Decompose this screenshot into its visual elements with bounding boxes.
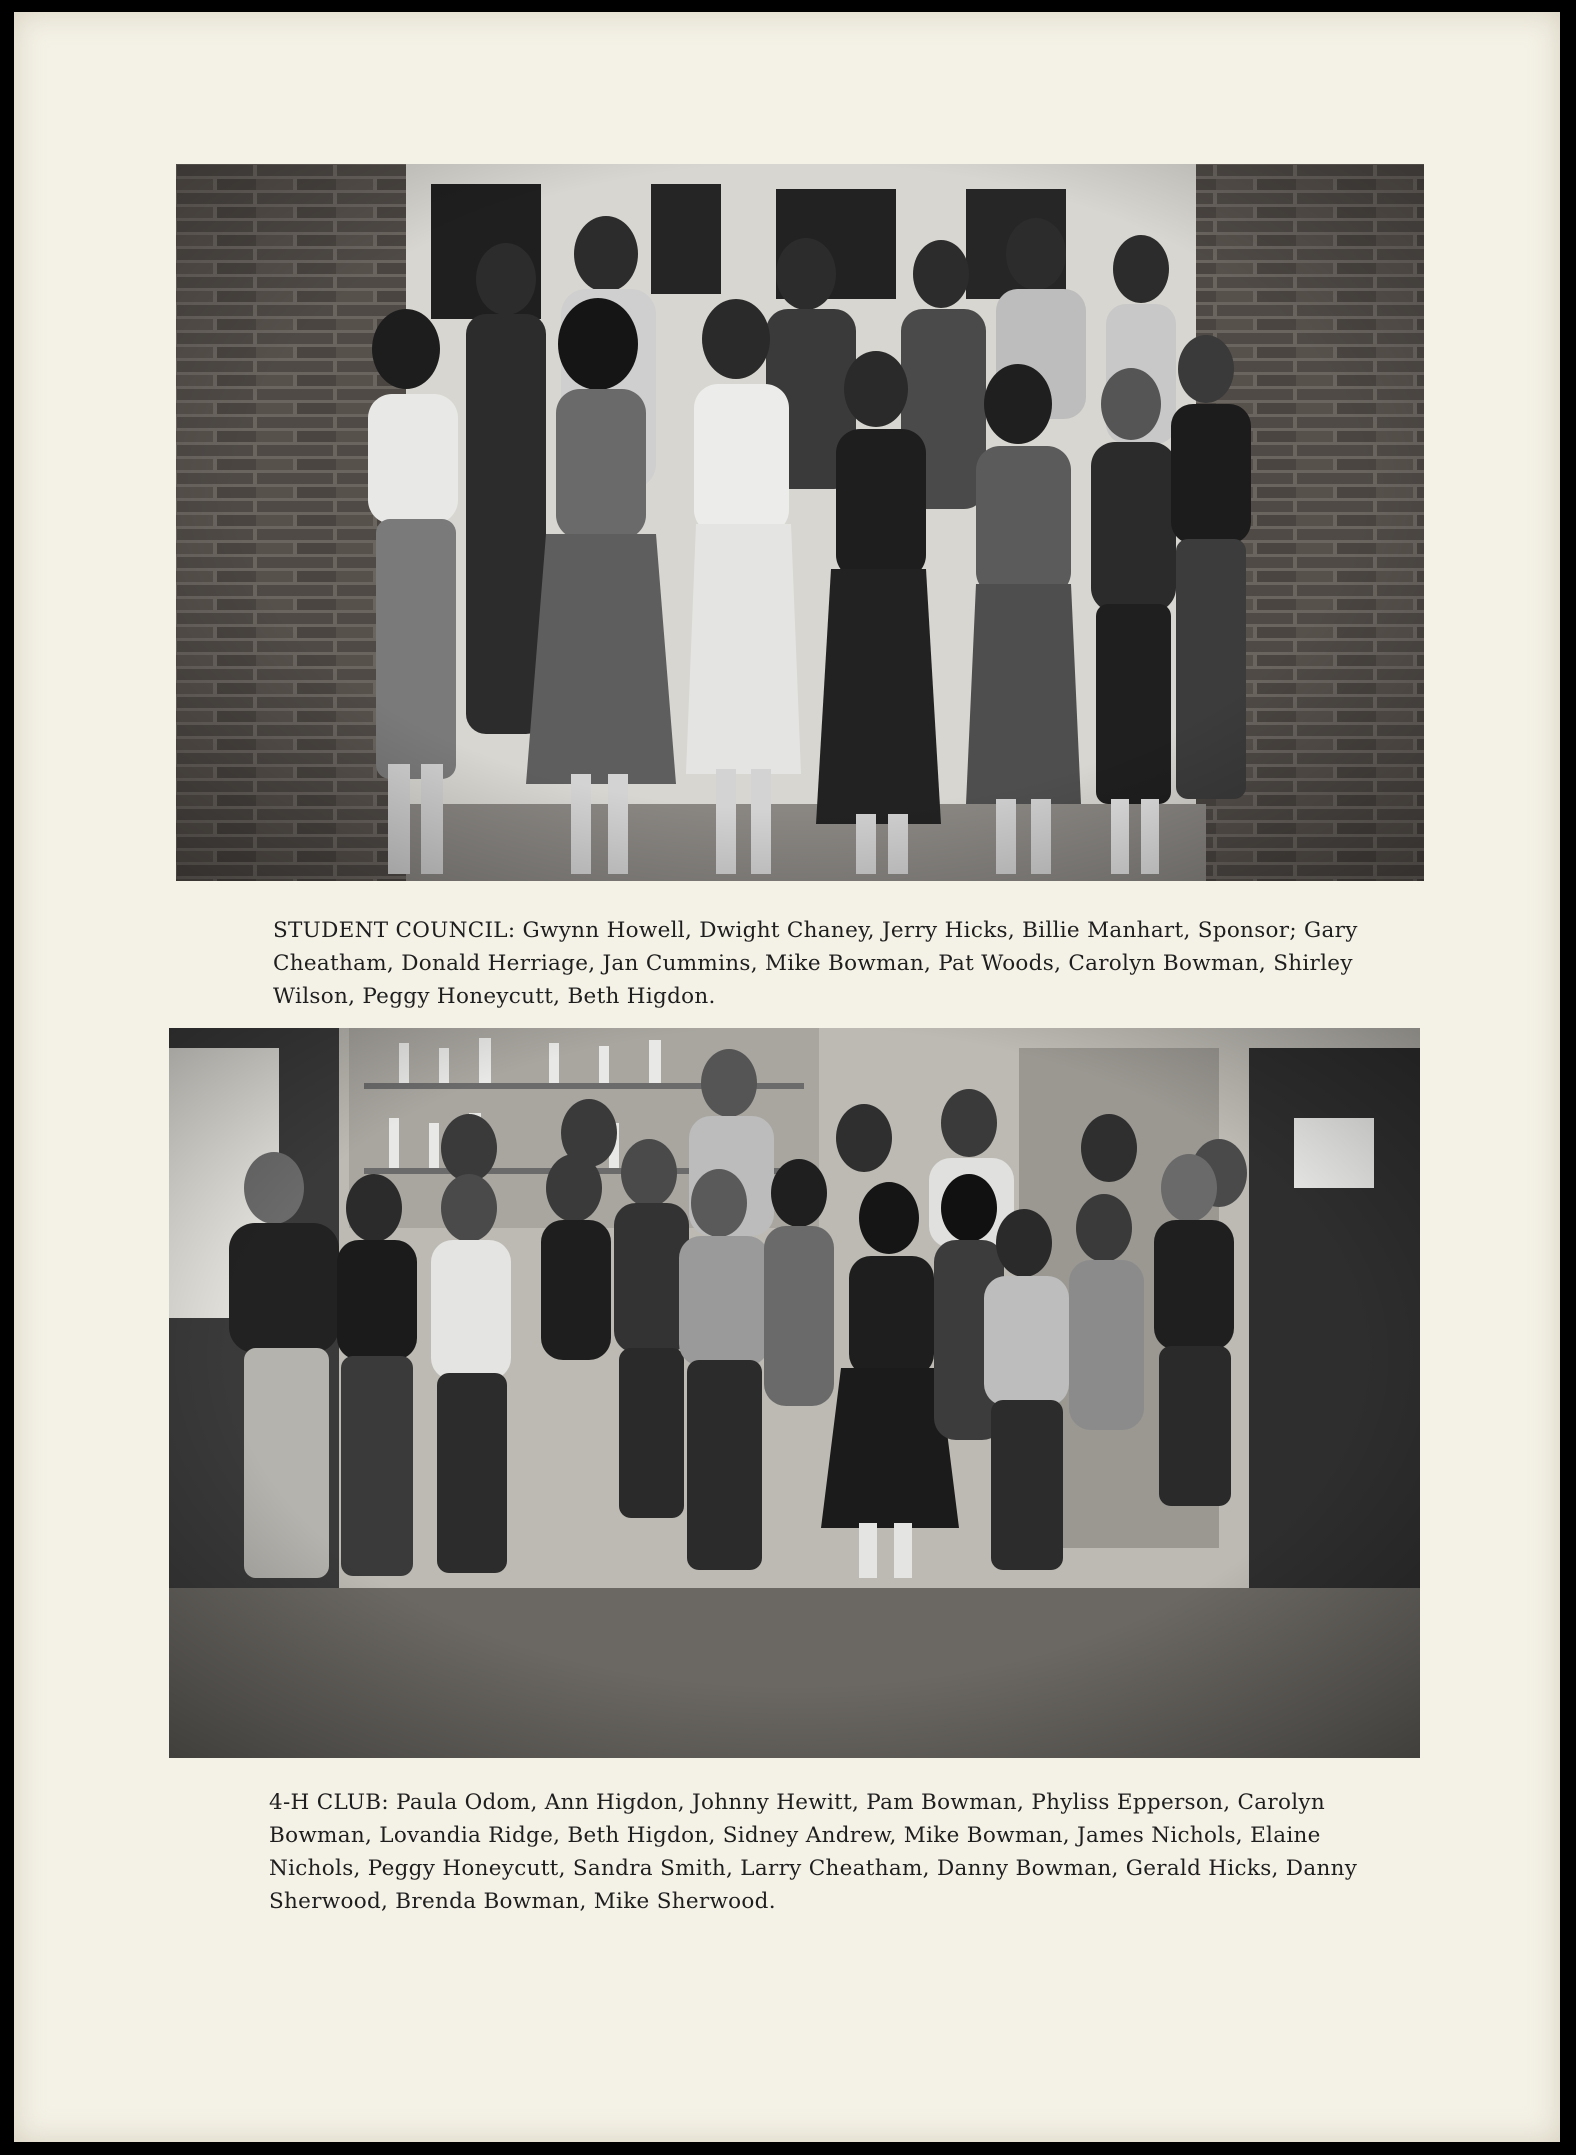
student-council-photo [176,164,1424,881]
four-h-club-photo-graphic [169,1028,1420,1758]
four-h-club-photo [169,1028,1420,1758]
student-council-photo-graphic [176,164,1424,881]
four-h-club-caption: 4-H CLUB: Paula Odom, Ann Higdon, Johnny Hewitt, Pam Bowman, Phyliss Epperson, Carolyn Bowman, Lovandia Ridge, Beth Higdon, Sidney Andrew, Mike Bowman, James Nichols, Elaine Nichols, Peggy Honeycutt, Sandra Smith, Larry Cheatham, Danny Bowman, Gerald Hicks, Danny Sherwood, Brenda Bowman, Mike Sherwood. [269,1790,1358,1914]
yearbook-page [14,12,1560,2142]
student-council-caption: STUDENT COUNCIL: Gwynn Howell, Dwight Chaney, Jerry Hicks, Billie Manhart, Sponsor; Gary Cheatham, Donald Herriage, Jan Cummins, Mike Bowman, Pat Woods, Carolyn Bowman, Shirley Wilson, Peggy Honeycutt, Beth Higdon. [273,918,1358,1009]
